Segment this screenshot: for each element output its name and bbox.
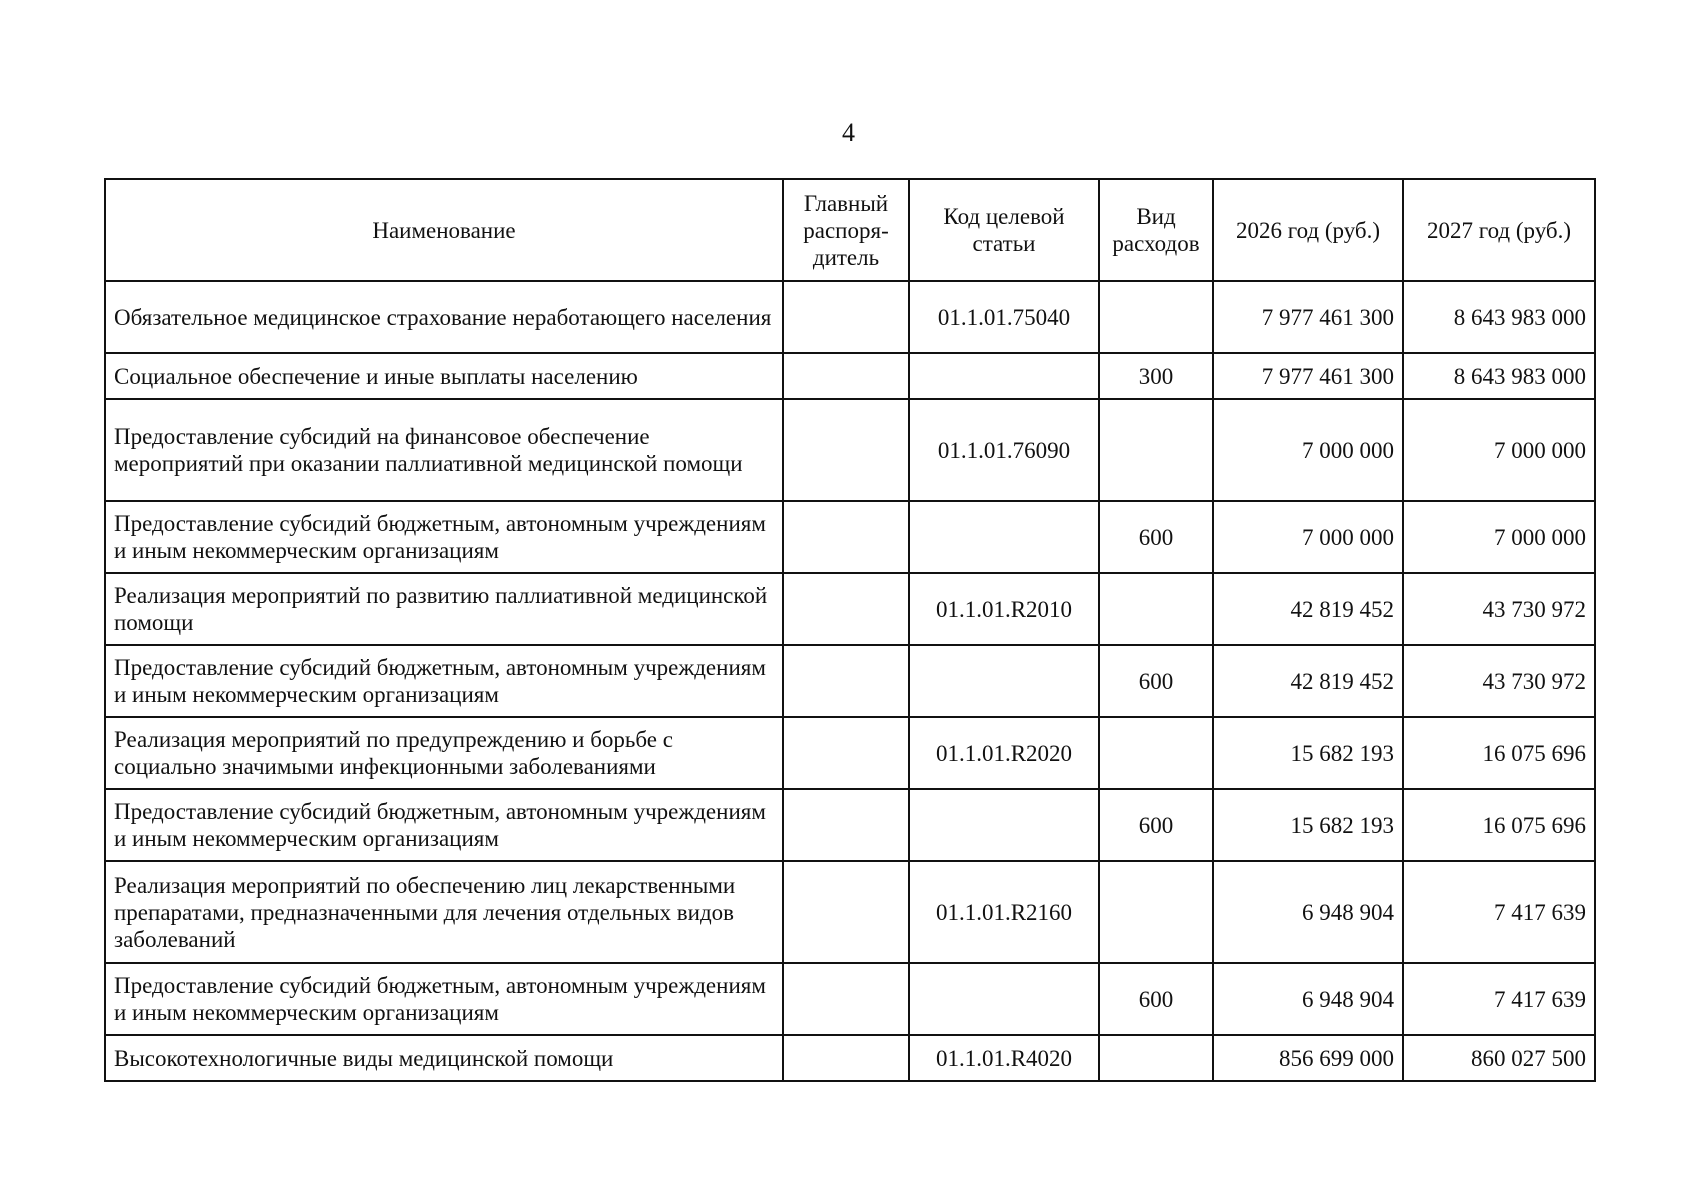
row-code: 01.1.01.75040 [909, 281, 1099, 353]
row-name: Реализация мероприятий по предупреждению и борьбе с социально значимыми инфекционными заболеваниями [105, 717, 783, 789]
row-grbs [783, 789, 909, 861]
row-2027: 43 730 972 [1403, 573, 1595, 645]
header-2027: 2027 год (руб.) [1403, 179, 1595, 281]
row-code: 01.1.01.76090 [909, 399, 1099, 501]
row-2026: 6 948 904 [1213, 861, 1403, 963]
row-type: 600 [1099, 645, 1213, 717]
row-name: Реализация мероприятий по развитию паллиативной медицинской помощи [105, 573, 783, 645]
row-2026: 15 682 193 [1213, 717, 1403, 789]
row-type [1099, 717, 1213, 789]
row-2026: 42 819 452 [1213, 573, 1403, 645]
row-grbs [783, 501, 909, 573]
table-header-row [105, 179, 1595, 281]
table-row [105, 717, 1595, 789]
row-2027: 8 643 983 000 [1403, 281, 1595, 353]
header-grbs: Главный распоря-дитель [783, 179, 909, 281]
row-2027: 7 417 639 [1403, 861, 1595, 963]
table-row [105, 645, 1595, 717]
row-2027: 7 000 000 [1403, 501, 1595, 573]
row-2026: 7 000 000 [1213, 501, 1403, 573]
row-2027: 16 075 696 [1403, 717, 1595, 789]
table-row [105, 353, 1595, 399]
row-type [1099, 573, 1213, 645]
row-type [1099, 281, 1213, 353]
row-code [909, 645, 1099, 717]
row-grbs [783, 1035, 909, 1081]
row-2027: 16 075 696 [1403, 789, 1595, 861]
row-2027: 860 027 500 [1403, 1035, 1595, 1081]
header-2026: 2026 год (руб.) [1213, 179, 1403, 281]
table-row [105, 399, 1595, 501]
page-number: 4 [842, 118, 855, 147]
row-name: Реализация мероприятий по обеспечению лиц лекарственными препаратами, предназначенными для лечения отдельных видов заболеваний [105, 861, 783, 963]
row-name: Предоставление субсидий бюджетным, автономным учреждениям и иным некоммерческим организациям [105, 501, 783, 573]
row-name: Предоставление субсидий на финансовое обеспечение мероприятий при оказании паллиативной медицинской помощи [105, 399, 783, 501]
table-row [105, 281, 1595, 353]
table-row [105, 573, 1595, 645]
row-2027: 7 417 639 [1403, 963, 1595, 1035]
row-2026: 42 819 452 [1213, 645, 1403, 717]
header-type: Вид расходов [1099, 179, 1213, 281]
row-code: 01.1.01.R4020 [909, 1035, 1099, 1081]
row-code [909, 963, 1099, 1035]
row-grbs [783, 353, 909, 399]
table-row [105, 861, 1595, 963]
row-type [1099, 1035, 1213, 1081]
row-name: Предоставление субсидий бюджетным, автономным учреждениям и иным некоммерческим организациям [105, 789, 783, 861]
row-code [909, 789, 1099, 861]
row-type: 600 [1099, 789, 1213, 861]
table-row [105, 789, 1595, 861]
row-grbs [783, 861, 909, 963]
budget-table [104, 178, 1596, 1082]
row-2026: 7 977 461 300 [1213, 353, 1403, 399]
table-row [105, 963, 1595, 1035]
row-type [1099, 399, 1213, 501]
row-code [909, 353, 1099, 399]
row-grbs [783, 573, 909, 645]
table-row [105, 501, 1595, 573]
row-grbs [783, 717, 909, 789]
row-2026: 15 682 193 [1213, 789, 1403, 861]
row-type: 300 [1099, 353, 1213, 399]
header-name: Наименование [105, 179, 783, 281]
row-name: Социальное обеспечение и иные выплаты населению [105, 353, 783, 399]
row-name: Предоставление субсидий бюджетным, автономным учреждениям и иным некоммерческим организациям [105, 645, 783, 717]
row-2027: 8 643 983 000 [1403, 353, 1595, 399]
row-2026: 7 000 000 [1213, 399, 1403, 501]
row-grbs [783, 645, 909, 717]
row-code [909, 501, 1099, 573]
row-name: Обязательное медицинское страхование неработающего населения [105, 281, 783, 353]
row-grbs [783, 281, 909, 353]
row-2027: 7 000 000 [1403, 399, 1595, 501]
table-row [105, 1035, 1595, 1081]
header-code: Код целевой статьи [909, 179, 1099, 281]
row-2026: 7 977 461 300 [1213, 281, 1403, 353]
row-type [1099, 861, 1213, 963]
row-name: Предоставление субсидий бюджетным, автономным учреждениям и иным некоммерческим организациям [105, 963, 783, 1035]
row-2026: 856 699 000 [1213, 1035, 1403, 1081]
row-grbs [783, 963, 909, 1035]
row-2027: 43 730 972 [1403, 645, 1595, 717]
row-code: 01.1.01.R2020 [909, 717, 1099, 789]
row-grbs [783, 399, 909, 501]
row-type: 600 [1099, 501, 1213, 573]
row-type: 600 [1099, 963, 1213, 1035]
row-code: 01.1.01.R2160 [909, 861, 1099, 963]
row-2026: 6 948 904 [1213, 963, 1403, 1035]
row-code: 01.1.01.R2010 [909, 573, 1099, 645]
row-name: Высокотехнологичные виды медицинской помощи [105, 1035, 783, 1081]
